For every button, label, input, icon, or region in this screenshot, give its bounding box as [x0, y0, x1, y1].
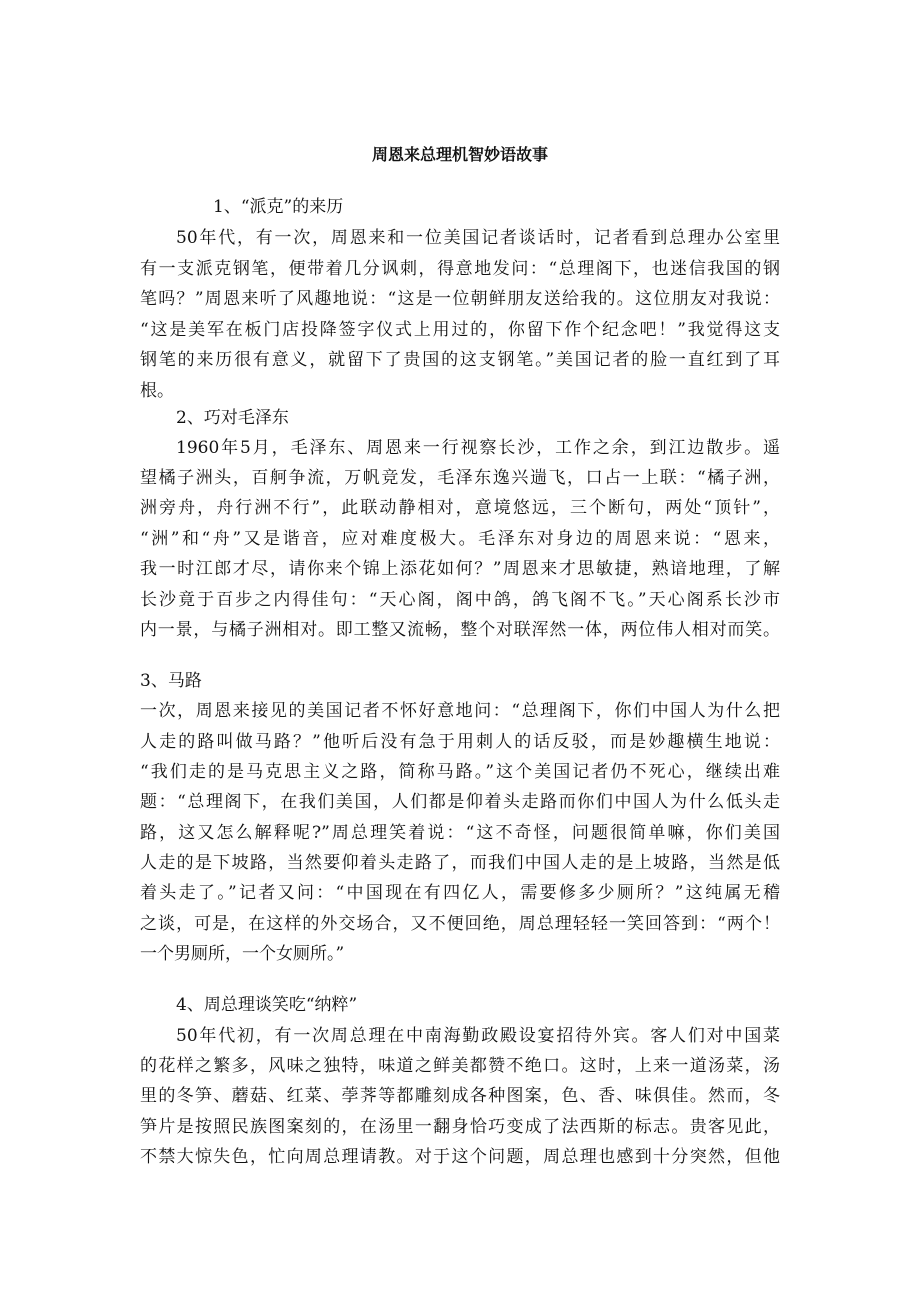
paragraph-line: 我一时江郎才尽，请你来个锦上添花如何？”周恩来才思敏捷，熟谙地理，了解 [140, 559, 780, 579]
paragraph-line: 洲旁舟，舟行洲不行”，此联动静相对，意境悠远，三个断句，两处“顶针”， [140, 498, 780, 518]
paragraph-line: 一个男厕所，一个女厕所。” [140, 944, 345, 964]
section-heading: 3、马路 [140, 671, 202, 691]
paragraph-line: 笋片是按照民族图案刻的，在汤里一翻身恰巧变成了法西斯的标志。贵客见此， [140, 1117, 780, 1137]
paragraph-line: 之谈，可是，在这样的外交场合，又不便回绝，周总理轻轻一笑回答到：“两个！ [140, 914, 780, 934]
paragraph-line: 路，这又怎么解释呢?”周总理笑着说：“这不奇怪，问题很简单嘛，你们美国 [140, 823, 780, 843]
paragraph-line: 50年代，有一次，周恩来和一位美国记者谈话时，记者看到总理办公室里 [176, 228, 780, 248]
paragraph-line: “这是美军在板门店投降签字仪式上用过的，你留下作个纪念吧！”我觉得这支 [140, 320, 780, 340]
paragraph-line: 笔吗？”周恩来听了风趣地说：“这是一位朝鲜朋友送给我的。这位朋友对我说： [140, 289, 780, 309]
paragraph-line: 着头走了。”记者又问：“中国现在有四亿人，需要修多少厕所？”这纯属无稽 [140, 883, 780, 903]
paragraph-line: 里的冬笋、蘑菇、红菜、荸荠等都雕刻成各种图案，色、香、味俱佳。然而，冬 [140, 1086, 780, 1106]
paragraph-line: 1960年5月，毛泽东、周恩来一行视察长沙，工作之余，到江边散步。遥 [176, 438, 780, 458]
paragraph-line: 人走的是下坡路，当然要仰着头走路了，而我们中国人走的是上坡路，当然是低 [140, 853, 780, 873]
paragraph-line: 根。 [140, 381, 174, 401]
paragraph-line: 的花样之繁多，风味之独特，味道之鲜美都赞不绝口。这时，上来一道汤菜，汤 [140, 1056, 780, 1076]
paragraph-line: 长沙竟于百步之内得佳句：“天心阁，阁中鸽，鸽飞阁不飞。”天心阁系长沙市 [140, 590, 780, 610]
paragraph-line: 50年代初，有一次周总理在中南海勤政殿设宴招待外宾。客人们对中国菜 [176, 1026, 780, 1046]
paragraph-line: 钢笔的来历很有意义，就留下了贵国的这支钢笔。”美国记者的脸一直红到了耳 [140, 350, 780, 370]
paragraph-line: 一次，周恩来接见的美国记者不怀好意地问：“总理阁下，你们中国人为什么把 [140, 701, 780, 721]
section-heading: 2、巧对毛泽东 [176, 408, 289, 428]
paragraph-line: 内一景，与橘子洲相对。即工整又流畅，整个对联浑然一体，两位伟人相对而笑。 [140, 620, 780, 640]
paragraph-line: “我们走的是马克思主义之路，简称马路。”这个美国记者仍不死心，继续出难 [140, 762, 780, 782]
paragraph-line: 人走的路叫做马路？”他听后没有急于用刺人的话反驳，而是妙趣横生地说： [140, 732, 780, 752]
paragraph-line: 题：“总理阁下，在我们美国，人们都是仰着头走路而你们中国人为什么低头走 [140, 792, 780, 812]
section-heading: 4、周总理谈笑吃“纳粹” [176, 995, 358, 1015]
section-heading: 1、“派克”的来历 [213, 197, 344, 217]
paragraph-line: 望橘子洲头，百舸争流，万帆竞发，毛泽东逸兴遄飞，口占一上联：“橘子洲， [140, 468, 780, 488]
document-title: 周恩来总理机智妙语故事 [371, 145, 548, 164]
paragraph-line: 不禁大惊失色，忙向周总理请教。对于这个问题，周总理也感到十分突然，但他 [140, 1147, 780, 1167]
paragraph-line: “洲”和“舟”又是谐音，应对难度极大。毛泽东对身边的周恩来说：“恩来， [140, 529, 780, 549]
paragraph-line: 有一支派克钢笔，便带着几分讽刺，得意地发问：“总理阁下，也迷信我国的钢 [140, 259, 780, 279]
